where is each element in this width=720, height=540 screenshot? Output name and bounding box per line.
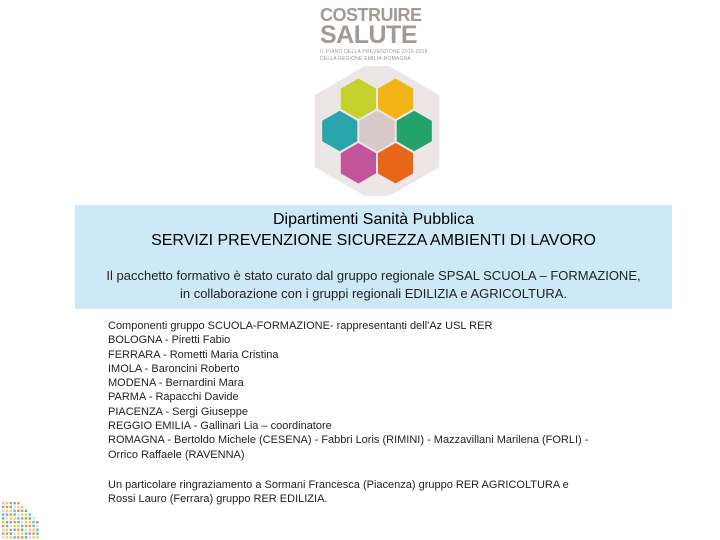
corner-dot bbox=[36, 532, 38, 534]
corner-dot bbox=[6, 517, 8, 519]
corner-dot bbox=[17, 532, 19, 534]
corner-dot bbox=[6, 502, 8, 504]
corner-dot bbox=[13, 521, 15, 523]
corner-dot bbox=[13, 502, 15, 504]
member-line: ROMAGNA - Bertoldo Michele (CESENA) - Fabbri Loris (RIMINI) - Mazzavillani Marilena (FORLI) - bbox=[108, 434, 589, 447]
hexagon-cluster-logo bbox=[302, 66, 452, 196]
corner-dot bbox=[21, 517, 23, 519]
corner-dot bbox=[36, 529, 38, 531]
corner-dot bbox=[25, 517, 27, 519]
logo-word-salute: SALUTE bbox=[320, 21, 417, 49]
department-title: Dipartimenti Sanità Pubblica bbox=[273, 211, 474, 228]
corner-dot bbox=[17, 513, 19, 515]
corner-dot bbox=[6, 536, 8, 538]
corner-dot bbox=[21, 525, 23, 527]
corner-dot bbox=[6, 521, 8, 523]
corner-dot bbox=[17, 529, 19, 531]
corner-dot bbox=[25, 521, 27, 523]
corner-dot bbox=[6, 529, 8, 531]
corner-dot bbox=[36, 536, 38, 538]
corner-dot bbox=[32, 525, 34, 527]
logo-subtitle-1: IL PIANO DELLA PREVENZIONE 2015-2018 bbox=[320, 49, 428, 55]
acknowledgement-line-2: Rossi Lauro (Ferrara) gruppo RER EDILIZIA. bbox=[108, 493, 328, 506]
corner-dot bbox=[29, 529, 31, 531]
corner-dot bbox=[2, 536, 4, 538]
corner-dot bbox=[10, 532, 12, 534]
corner-dot bbox=[13, 513, 15, 515]
corner-dot bbox=[29, 513, 31, 515]
corner-dot bbox=[17, 502, 19, 504]
title-banner bbox=[75, 205, 672, 309]
member-line: MODENA - Bernardini Mara bbox=[108, 377, 244, 390]
corner-dot bbox=[32, 536, 34, 538]
corner-dot bbox=[32, 517, 34, 519]
corner-dot bbox=[17, 525, 19, 527]
corner-dot bbox=[21, 529, 23, 531]
corner-dot bbox=[29, 536, 31, 538]
acknowledgement-line-1: Un particolare ringraziamento a Sormani Francesca (Piacenza) gruppo RER AGRICOLTURA e bbox=[108, 479, 569, 491]
member-line: PARMA - Rapacchi Davide bbox=[108, 391, 239, 404]
corner-dot bbox=[32, 532, 34, 534]
member-line: Orrico Raffaele (RAVENNA) bbox=[108, 448, 245, 461]
corner-dot bbox=[10, 525, 12, 527]
corner-dot bbox=[29, 521, 31, 523]
corner-dot bbox=[2, 517, 4, 519]
corner-dot bbox=[13, 529, 15, 531]
members-list bbox=[108, 319, 668, 462]
corner-dot bbox=[29, 525, 31, 527]
corner-dot bbox=[21, 513, 23, 515]
corner-dot bbox=[36, 525, 38, 527]
corner-dot bbox=[17, 510, 19, 512]
corner-dot bbox=[10, 529, 12, 531]
corner-dot bbox=[6, 506, 8, 508]
service-title: SERVIZI PREVENZIONE SICUREZZA AMBIENTI DI LAVORO bbox=[151, 232, 596, 249]
corner-dot bbox=[13, 506, 15, 508]
corner-dot bbox=[21, 532, 23, 534]
corner-dot bbox=[32, 529, 34, 531]
corner-dot bbox=[2, 510, 4, 512]
corner-dot bbox=[6, 532, 8, 534]
corner-dot bbox=[25, 536, 27, 538]
corner-dot bbox=[13, 536, 15, 538]
member-line: REGGIO EMILIA - Gallinari Lia – coordinatore bbox=[108, 420, 332, 433]
corner-dot bbox=[2, 506, 4, 508]
logo-word-costruire: COSTRUIRE bbox=[320, 5, 422, 25]
corner-dot bbox=[32, 521, 34, 523]
corner-dot bbox=[25, 529, 27, 531]
member-line: FERRARA - Rometti Maria Cristina bbox=[108, 348, 279, 361]
corner-dot bbox=[10, 502, 12, 504]
corner-dot bbox=[29, 517, 31, 519]
corner-dot bbox=[13, 510, 15, 512]
corner-dot bbox=[13, 532, 15, 534]
description-line-1: Il pacchetto formativo è stato curato dal gruppo regionale SPSAL SCUOLA – FORMAZIONE, bbox=[106, 268, 641, 283]
corner-dot bbox=[13, 517, 15, 519]
corner-dot bbox=[10, 510, 12, 512]
acknowledgement bbox=[108, 478, 668, 507]
corner-dot bbox=[6, 510, 8, 512]
corner-dot bbox=[21, 536, 23, 538]
member-line: IMOLA - Baroncini Roberto bbox=[108, 362, 240, 375]
corner-dot bbox=[21, 521, 23, 523]
corner-dot bbox=[2, 521, 4, 523]
corner-dot bbox=[2, 525, 4, 527]
member-line: BOLOGNA - Piretti Fabio bbox=[108, 334, 231, 347]
corner-dot bbox=[10, 536, 12, 538]
corner-dot bbox=[10, 517, 12, 519]
member-line: PIACENZA - Sergi Giuseppe bbox=[108, 405, 249, 418]
corner-dot bbox=[25, 513, 27, 515]
corner-dot bbox=[25, 532, 27, 534]
corner-dot bbox=[25, 510, 27, 512]
corner-dot bbox=[17, 536, 19, 538]
corner-dot bbox=[13, 525, 15, 527]
corner-dot bbox=[21, 506, 23, 508]
corner-dot bbox=[2, 502, 4, 504]
costruire-salute-logo bbox=[320, 6, 430, 62]
corner-dot bbox=[6, 513, 8, 515]
member-line: Componenti gruppo SCUOLA-FORMAZIONE- rappresentanti dell'Az USL RER bbox=[108, 320, 493, 332]
corner-dot bbox=[2, 532, 4, 534]
corner-dot bbox=[2, 513, 4, 515]
corner-dot bbox=[17, 521, 19, 523]
corner-dot bbox=[10, 506, 12, 508]
corner-dot bbox=[36, 521, 38, 523]
logo-subtitle-2: DELLA REGIONE EMILIA-ROMAGNA bbox=[320, 56, 411, 62]
corner-dot bbox=[10, 521, 12, 523]
description-line-2: in collaborazione con i gruppi regionali EDILIZIA e AGRICOLTURA. bbox=[179, 286, 568, 301]
corner-dot bbox=[17, 517, 19, 519]
corner-dot bbox=[17, 506, 19, 508]
corner-dot bbox=[2, 529, 4, 531]
corner-dot bbox=[21, 510, 23, 512]
corner-dot bbox=[25, 525, 27, 527]
corner-dot bbox=[10, 513, 12, 515]
decorative-dot-grid bbox=[0, 500, 40, 540]
corner-dot bbox=[6, 525, 8, 527]
corner-dot bbox=[29, 532, 31, 534]
